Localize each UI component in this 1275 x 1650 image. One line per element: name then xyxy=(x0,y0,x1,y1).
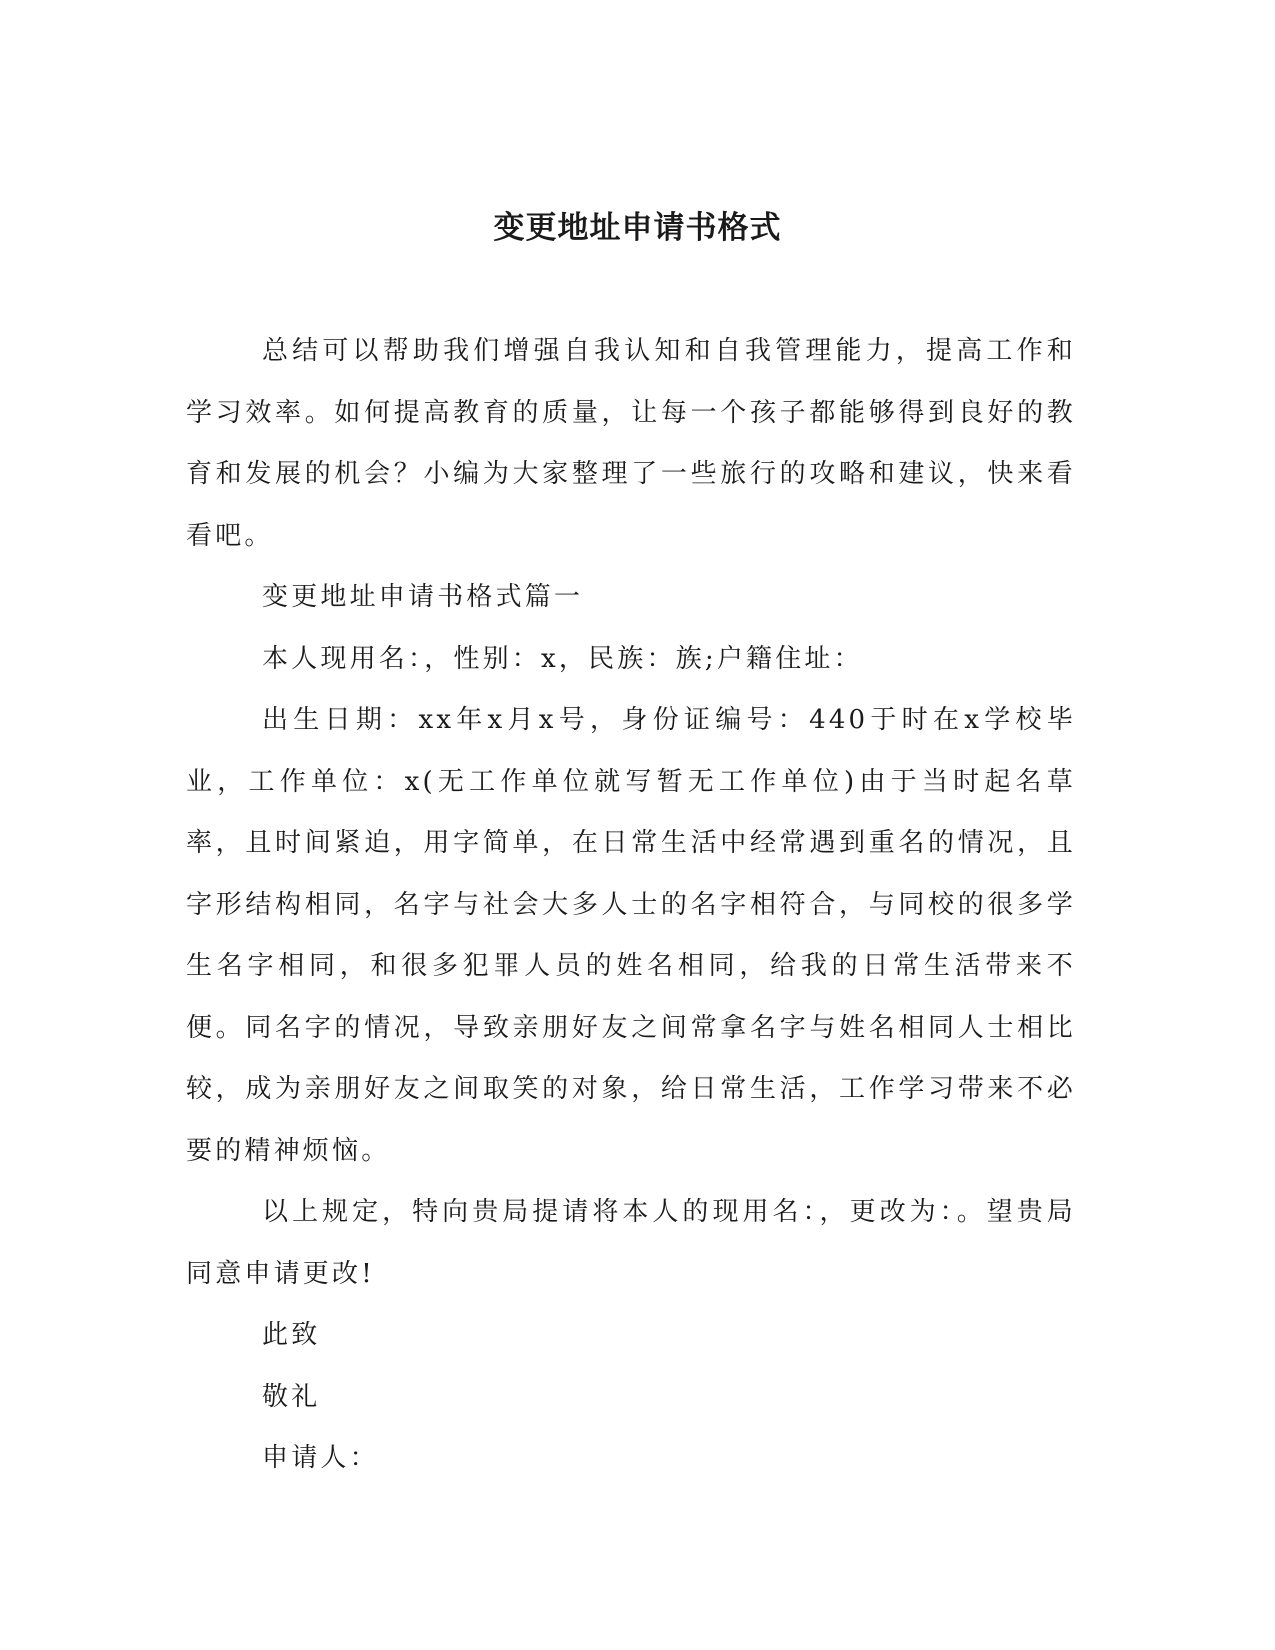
intro-paragraph: 总结可以帮助我们增强自我认知和自我管理能力，提高工作和学习效率。如何提高教育的质量，让每一个孩子都能够得到良好的教育和发展的机会？小编为大家整理了一些旅行的攻略和建议，快来看看吧。 xyxy=(186,336,1076,551)
reason-paragraph: 出生日期：xx年x月x号，身份证编号：440于时在x学校毕业，工作单位：x(无工作单位就写暂无工作单位)由于当时起名草率，且时间紧迫，用字简单，在日常生活中经常遇到重名的情况，且字形结构相同，名字与社会大多人士的名字相符合，与同校的很多学生名字相同，和很多犯罪人员的姓名相同，给我的日常生活带来不便。同名字的情况，导致亲朋好友之间常拿名字与姓名相同人士相比较，成为亲朋好友之间取笑的对象，给日常生活，工作学习带来不必要的精神烦恼。 xyxy=(186,705,1076,1166)
document-body xyxy=(186,321,1076,1490)
closing-regards: 敬礼 xyxy=(262,1381,321,1412)
closing-salutation: 此致 xyxy=(262,1320,321,1350)
personal-info-paragraph: 本人现用名：，性别：x，民族：族;户籍住址： xyxy=(262,643,863,674)
applicant-signature-line: 申请人： xyxy=(262,1443,379,1473)
section-heading: 变更地址申请书格式篇一 xyxy=(262,582,584,612)
request-paragraph: 以上规定，特向贵局提请将本人的现用名：，更改为：。望贵局同意申请更改! xyxy=(186,1197,1076,1289)
document-title: 变更地址申请书格式 xyxy=(493,210,782,246)
